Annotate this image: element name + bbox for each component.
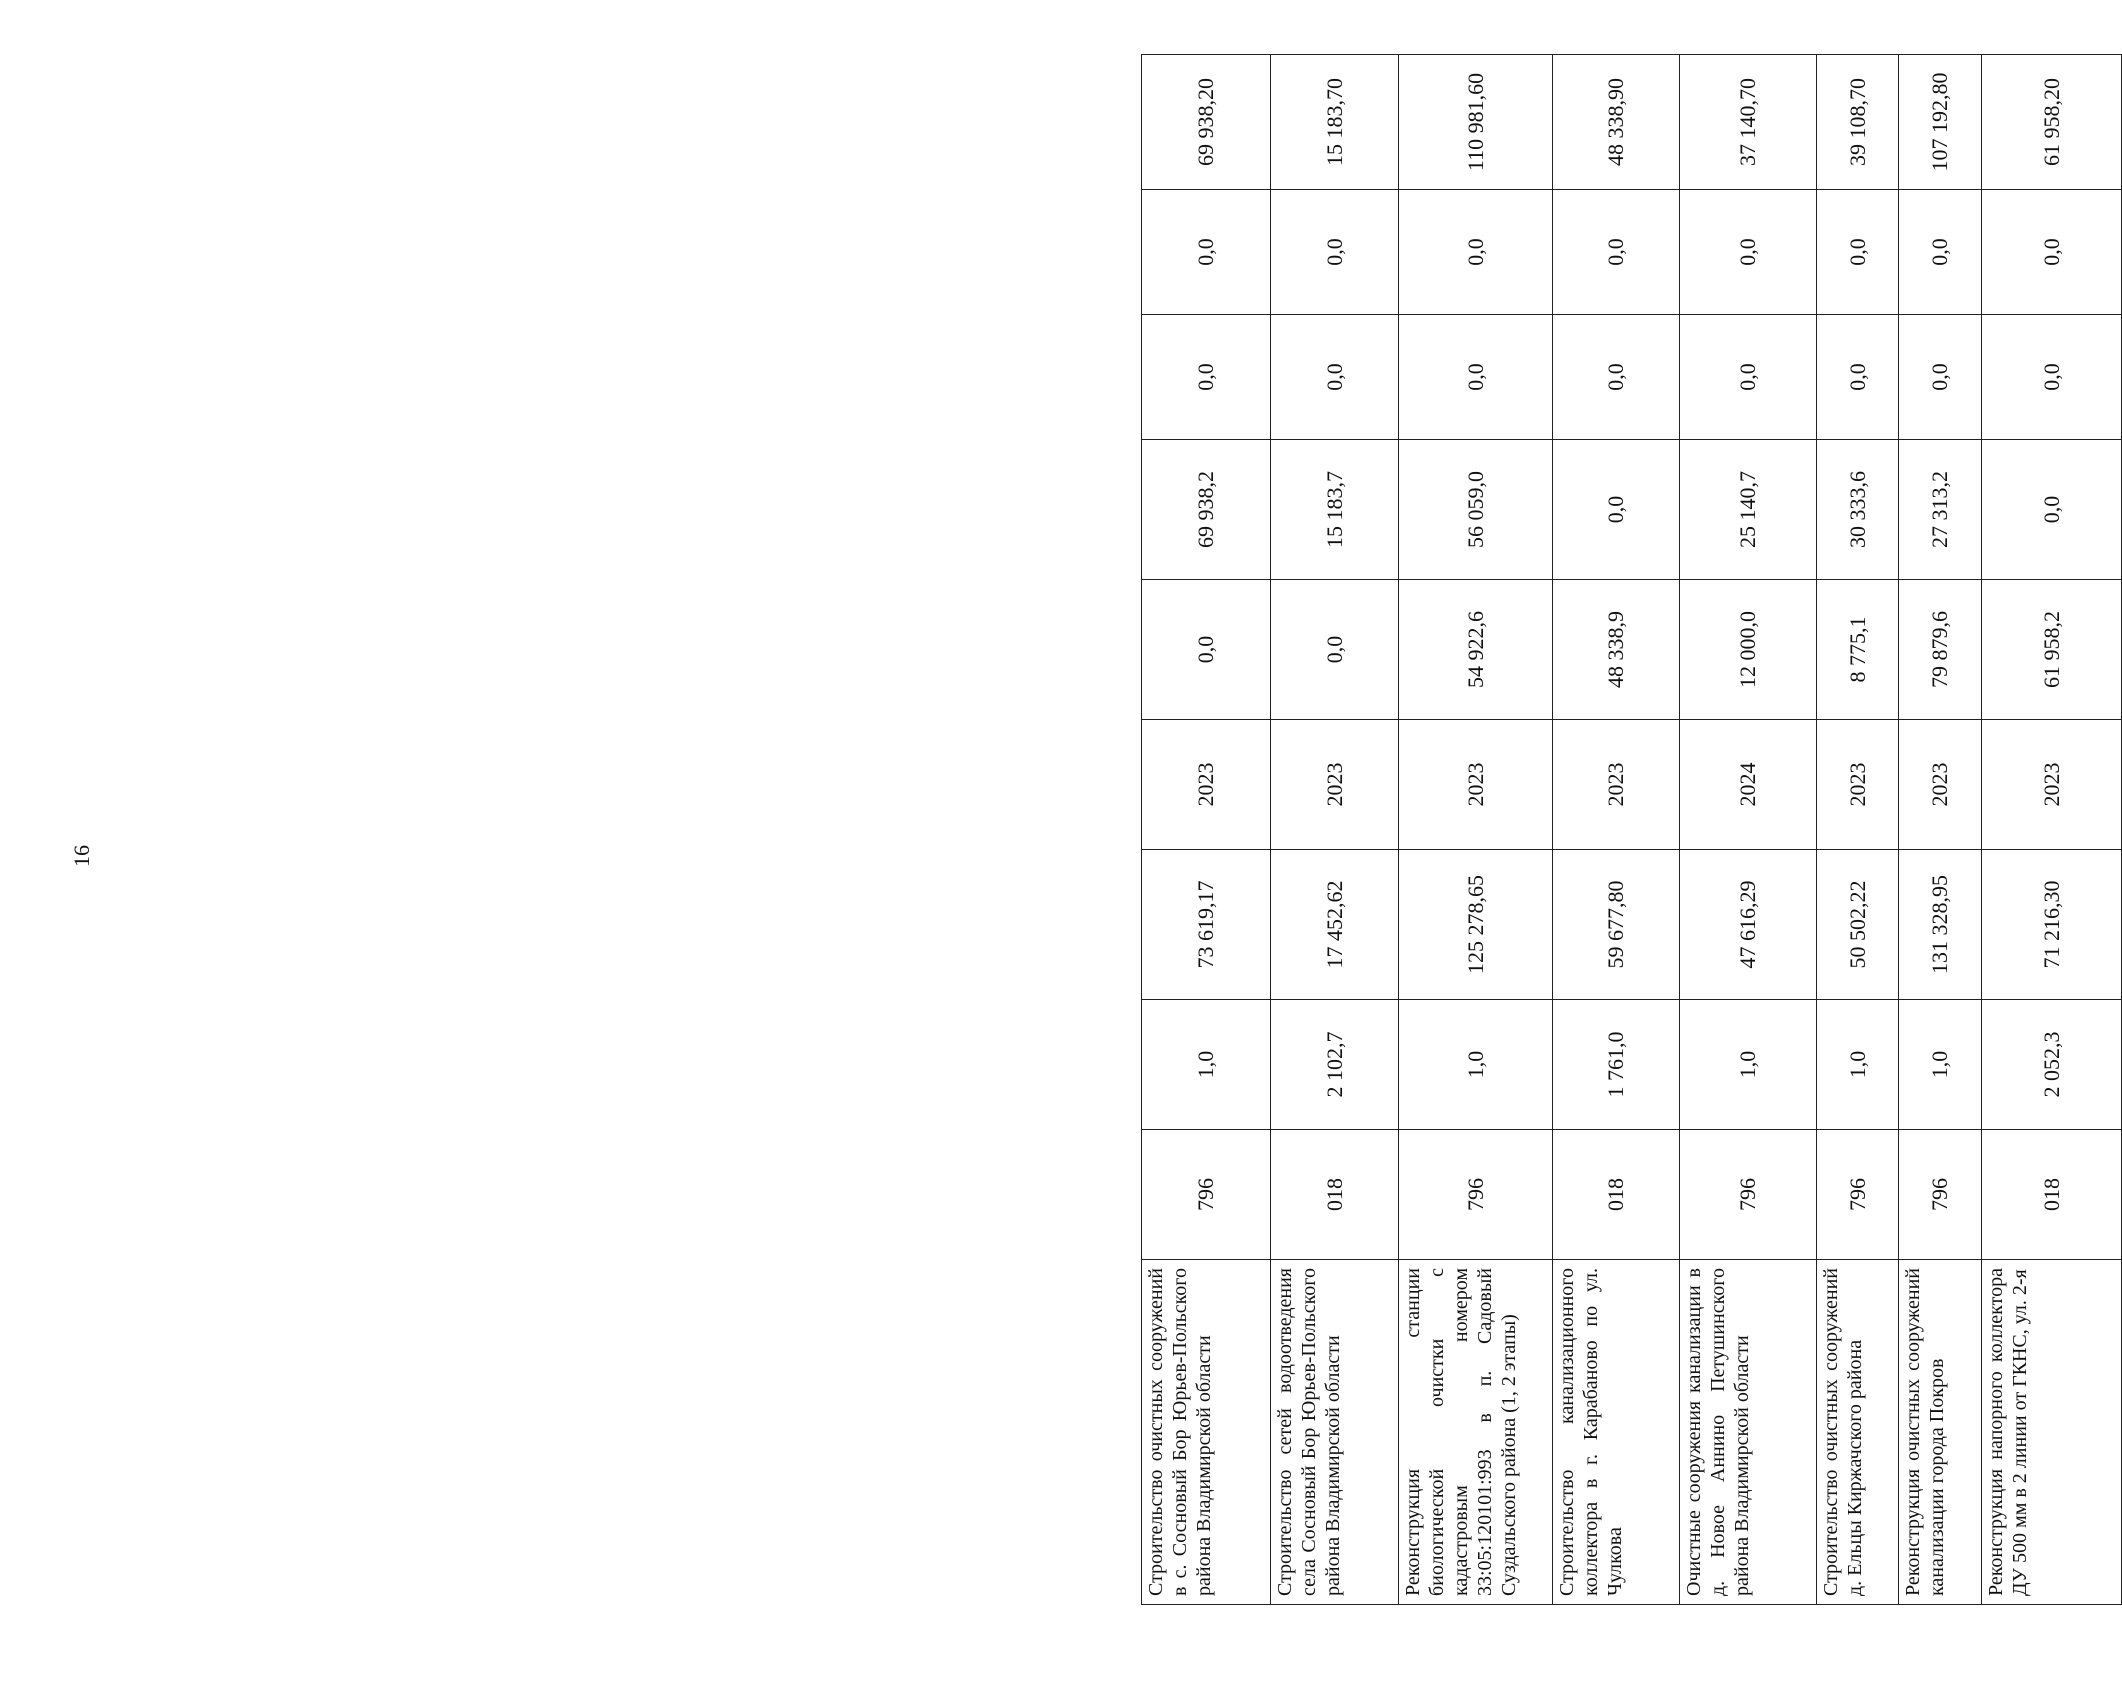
table-row: [1982, 55, 2122, 1605]
total-cell: 110 981,60: [1399, 55, 1553, 190]
value-cell-2: 27 313,2: [1899, 440, 1982, 580]
page-number: 16: [69, 845, 94, 867]
object-name-cell: Реконструкция станции биологической очистки с кадастровым номером 33:05:120101:993 в п. Садовый Суздальского района (1, 2 этапы): [1399, 1260, 1553, 1605]
value-cell-3: 0,0: [1271, 315, 1399, 440]
value-cell-1: 61 958,2: [1982, 580, 2122, 720]
object-name-cell: Очистные сооружения канализации в д. Новое Аннино Петушинского района Владимирской области: [1680, 1260, 1817, 1605]
estimated-cost-cell: 71 216,30: [1982, 850, 2122, 1000]
table-row: [1399, 55, 1553, 1605]
value-cell-3: 0,0: [1399, 315, 1553, 440]
table-row: [1680, 55, 1817, 1605]
unit-code-cell: 796: [1399, 1130, 1553, 1260]
total-cell: 15 183,70: [1271, 55, 1399, 190]
object-name-cell: Строительство очистных сооружений д. Ельцы Киржачского района: [1817, 1260, 1899, 1605]
year-cell: 2024: [1680, 720, 1817, 850]
value-cell-4: 0,0: [1142, 190, 1271, 315]
value-cell-2: 25 140,7: [1680, 440, 1817, 580]
quantity-cell: 2 052,3: [1982, 1000, 2122, 1130]
value-cell-1: 0,0: [1271, 580, 1399, 720]
year-cell: 2023: [1399, 720, 1553, 850]
estimated-cost-cell: 131 328,95: [1899, 850, 1982, 1000]
year-cell: 2023: [1817, 720, 1899, 850]
value-cell-2: 56 059,0: [1399, 440, 1553, 580]
value-cell-4: 0,0: [1553, 190, 1680, 315]
quantity-cell: 1,0: [1399, 1000, 1553, 1130]
value-cell-4: 0,0: [1982, 190, 2122, 315]
estimated-cost-cell: 125 278,65: [1399, 850, 1553, 1000]
year-cell: 2023: [1553, 720, 1680, 850]
quantity-cell: 2 102,7: [1271, 1000, 1399, 1130]
unit-code-cell: 018: [1553, 1130, 1680, 1260]
rotated-table-wrapper: [1141, 55, 2121, 1605]
quantity-cell: 1,0: [1899, 1000, 1982, 1130]
total-cell: 37 140,70: [1680, 55, 1817, 190]
value-cell-4: 0,0: [1817, 190, 1899, 315]
quantity-cell: 1 761,0: [1553, 1000, 1680, 1130]
value-cell-3: 0,0: [1680, 315, 1817, 440]
year-cell: 2023: [1142, 720, 1271, 850]
value-cell-4: 0,0: [1899, 190, 1982, 315]
year-cell: 2023: [1899, 720, 1982, 850]
value-cell-2: 69 938,2: [1142, 440, 1271, 580]
value-cell-1: 79 879,6: [1899, 580, 1982, 720]
value-cell-1: 8 775,1: [1817, 580, 1899, 720]
investment-table: [1141, 54, 2122, 1605]
value-cell-3: 0,0: [1899, 315, 1982, 440]
value-cell-1: 12 000,0: [1680, 580, 1817, 720]
unit-code-cell: 018: [1271, 1130, 1399, 1260]
object-name-cell: Реконструкция напорного коллектора ДУ 500 мм в 2 линии от ГКНС, ул. 2-я: [1982, 1260, 2122, 1605]
total-cell: 48 338,90: [1553, 55, 1680, 190]
value-cell-4: 0,0: [1399, 190, 1553, 315]
value-cell-2: 15 183,7: [1271, 440, 1399, 580]
estimated-cost-cell: 50 502,22: [1817, 850, 1899, 1000]
value-cell-1: 54 922,6: [1399, 580, 1553, 720]
table-row: [1142, 55, 1271, 1605]
object-name-cell: Строительство сетей водоотведения села Сосновый Бор Юрьев-Польского района Владимирской области: [1271, 1260, 1399, 1605]
quantity-cell: 1,0: [1680, 1000, 1817, 1130]
value-cell-2: 0,0: [1553, 440, 1680, 580]
year-cell: 2023: [1271, 720, 1399, 850]
value-cell-2: 0,0: [1982, 440, 2122, 580]
value-cell-3: 0,0: [1817, 315, 1899, 440]
total-cell: 39 108,70: [1817, 55, 1899, 190]
value-cell-3: 0,0: [1982, 315, 2122, 440]
unit-code-cell: 796: [1899, 1130, 1982, 1260]
value-cell-1: 48 338,9: [1553, 580, 1680, 720]
value-cell-3: 0,0: [1142, 315, 1271, 440]
value-cell-2: 30 333,6: [1817, 440, 1899, 580]
table-row: [1899, 55, 1982, 1605]
object-name-cell: Реконструкция очистных сооружений канализации города Покров: [1899, 1260, 1982, 1605]
quantity-cell: 1,0: [1142, 1000, 1271, 1130]
estimated-cost-cell: 59 677,80: [1553, 850, 1680, 1000]
estimated-cost-cell: 47 616,29: [1680, 850, 1817, 1000]
object-name-cell: Строительство очистных сооружений в с. Сосновый Бор Юрьев-Польского района Владимирской области: [1142, 1260, 1271, 1605]
year-cell: 2023: [1982, 720, 2122, 850]
estimated-cost-cell: 73 619,17: [1142, 850, 1271, 1000]
total-cell: 69 938,20: [1142, 55, 1271, 190]
object-name-cell: Строительство канализационного коллектора в г. Карабаново по ул. Чулкова: [1553, 1260, 1680, 1605]
value-cell-4: 0,0: [1271, 190, 1399, 315]
table-row: [1271, 55, 1399, 1605]
unit-code-cell: 018: [1982, 1130, 2122, 1260]
total-cell: 107 192,80: [1899, 55, 1982, 190]
table-row: [1553, 55, 1680, 1605]
total-cell: 61 958,20: [1982, 55, 2122, 190]
value-cell-4: 0,0: [1680, 190, 1817, 315]
value-cell-3: 0,0: [1553, 315, 1680, 440]
unit-code-cell: 796: [1817, 1130, 1899, 1260]
value-cell-1: 0,0: [1142, 580, 1271, 720]
unit-code-cell: 796: [1680, 1130, 1817, 1260]
estimated-cost-cell: 17 452,62: [1271, 850, 1399, 1000]
unit-code-cell: 796: [1142, 1130, 1271, 1260]
quantity-cell: 1,0: [1817, 1000, 1899, 1130]
table-row: [1817, 55, 1899, 1605]
